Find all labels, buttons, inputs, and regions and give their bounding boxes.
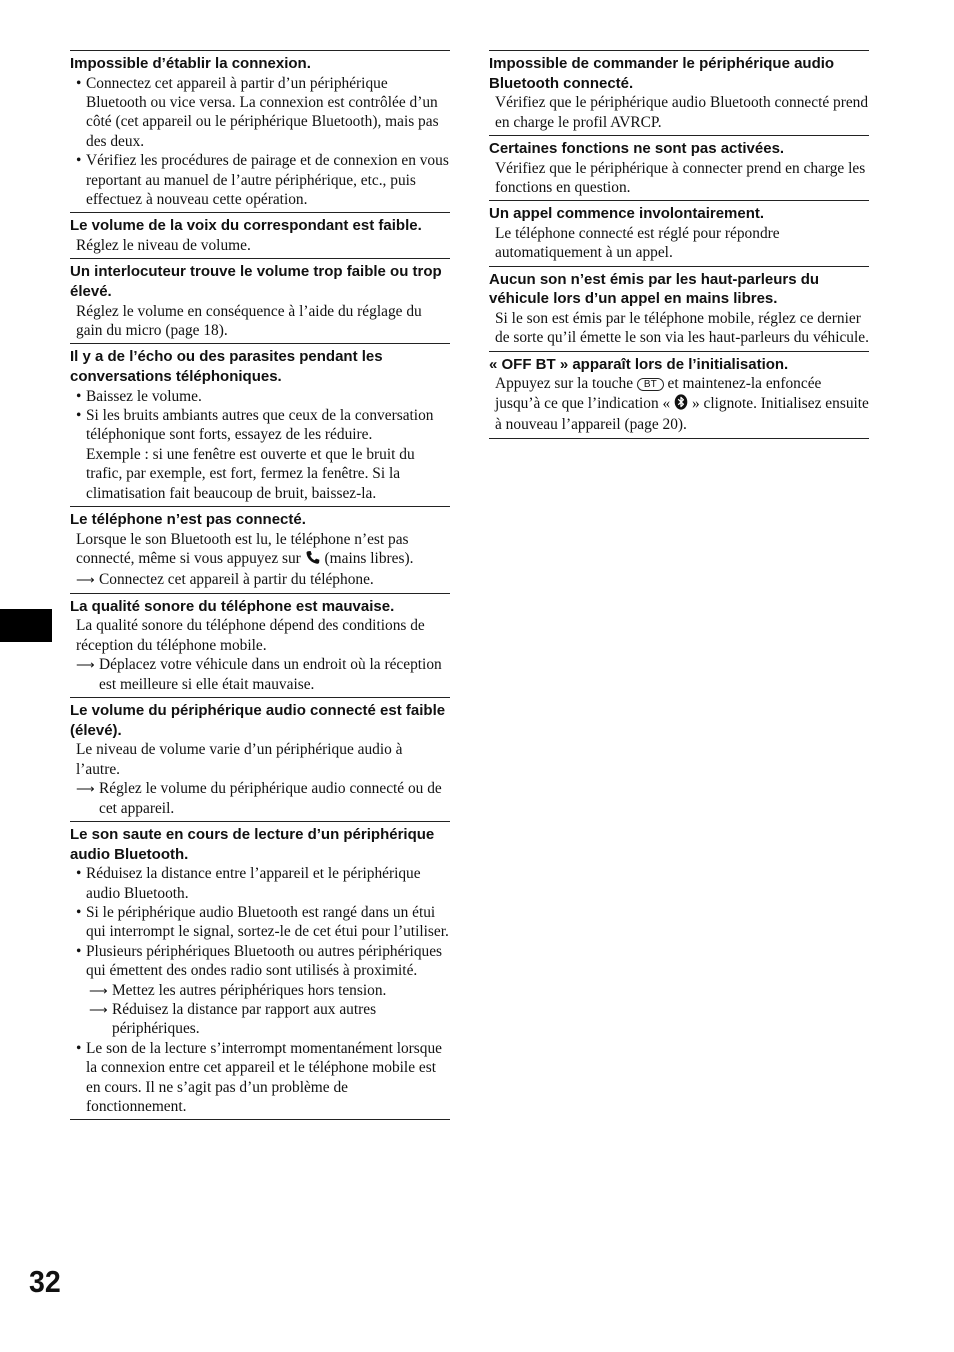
entry-title: Il y a de l’écho ou des parasites pendant les conversations téléphoniques. xyxy=(70,348,383,386)
entry-text-c: » clignote. Initialisez ensuite à nouveau l’appareil (page 20). xyxy=(495,394,869,434)
arrow-item xyxy=(70,981,450,1000)
arrow-item xyxy=(70,570,450,589)
arrow-icon: ⟶ xyxy=(76,781,94,797)
bullet-item: • Baissez le volume. xyxy=(70,387,450,406)
troubleshoot-entry xyxy=(489,200,869,265)
troubleshoot-entry xyxy=(70,821,450,1120)
bullet-item: • Le son de la lecture s’interrompt momentanément lorsque la connexion entre cet appareil et le téléphone mobile est en cours. Il ne s’agit pas d’un problème de fonctionnement. xyxy=(70,1039,450,1117)
bt-key-label: BT xyxy=(637,378,664,391)
entry-text-b: et maintenez-la enfoncée jusqu’à ce que l’indication « xyxy=(495,375,822,412)
entry-title: « OFF BT » apparaît lors de l’initialisation. xyxy=(489,355,789,373)
left-column xyxy=(70,50,450,1120)
entry-title: La qualité sonore du téléphone est mauvaise. xyxy=(70,597,395,615)
entry-text: Réglez le niveau de volume. xyxy=(76,237,251,255)
arrow-icon: ⟶ xyxy=(76,572,94,588)
arrow-item xyxy=(70,1000,450,1039)
entry-title: Aucun son n’est émis par les haut-parleurs du véhicule lors d’un appel en mains libres. xyxy=(489,270,820,308)
troubleshoot-entry xyxy=(70,697,450,821)
page-number: 32 xyxy=(29,1264,61,1299)
entry-text: Si le son est émis par le téléphone mobile, réglez ce dernier de sorte qu’il émette le son via les haut-parleurs du véhicule. xyxy=(495,310,869,347)
entry-title: Le volume de la voix du correspondant est faible. xyxy=(70,217,422,235)
troubleshoot-entry xyxy=(70,593,450,697)
entry-title: Le son saute en cours de lecture d’un périphérique audio Bluetooth. xyxy=(70,825,435,863)
troubleshoot-entry xyxy=(70,50,450,212)
arrow-item xyxy=(70,779,450,818)
entry-text xyxy=(76,530,450,571)
entry-text-b: (mains libres). xyxy=(324,550,414,568)
arrow-icon: ⟶ xyxy=(89,1001,107,1017)
entry-text xyxy=(495,374,869,434)
entry-text: Le téléphone connecté est réglé pour répondre automatiquement à un appel. xyxy=(495,225,780,262)
troubleshoot-entry xyxy=(70,212,450,258)
troubleshoot-entry xyxy=(70,258,450,343)
arrow-item xyxy=(70,655,450,694)
entry-title: Impossible de commander le périphérique audio Bluetooth connecté. xyxy=(489,55,835,92)
entry-text: Le niveau de volume varie d’un périphérique audio à l’autre. xyxy=(76,741,403,778)
section-tab xyxy=(0,609,52,642)
entry-text: Vérifiez que le périphérique audio Bluetooth connecté prend en charge le profil AVRCP. xyxy=(495,94,869,131)
bullet-item: • Connectez cet appareil à partir d’un périphérique Bluetooth ou vice versa. La connexion est contrôlée d’un côté (cet appareil ou le périphérique Bluetooth), mais pas des deux. xyxy=(70,74,450,152)
troubleshoot-entry xyxy=(489,266,869,351)
arrow-text: Connectez cet appareil à partir du téléphone. xyxy=(99,571,374,589)
phone-icon xyxy=(305,550,321,570)
entry-text: La qualité sonore du téléphone dépend des conditions de réception du téléphone mobile. xyxy=(76,617,425,654)
bullet-item: • Réduisez la distance entre l’appareil et le périphérique audio Bluetooth. xyxy=(70,864,450,903)
entry-title: Le volume du périphérique audio connecté est faible (élevé). xyxy=(70,702,446,739)
troubleshoot-entry xyxy=(489,351,869,439)
right-column xyxy=(489,50,869,439)
arrow-text: Réglez le volume du périphérique audio connecté ou de cet appareil. xyxy=(99,780,442,817)
bullet-item: • Vérifiez les procédures de pairage et de connexion en vous reportant au manuel de l’autre périphérique, etc., puis effectuez à nouveau cette opération. xyxy=(70,151,450,209)
troubleshoot-entry xyxy=(489,50,869,135)
arrow-text: Déplacez votre véhicule dans un endroit où la réception est meilleure si elle était mauvaise. xyxy=(99,656,442,693)
bullet-item: • Si les bruits ambiants autres que ceux de la conversation téléphonique sont forts, essayez de les réduire. xyxy=(70,406,450,445)
entry-title: Le téléphone n’est pas connecté. xyxy=(70,511,306,529)
entry-text-a: Lorsque le son Bluetooth est lu, le téléphone n’est pas connecté, même si vous appuyez sur xyxy=(76,530,409,568)
entry-title: Certaines fonctions ne sont pas activées. xyxy=(489,140,785,157)
entry-text-a: Appuyez sur la touche xyxy=(495,375,634,393)
arrow-icon: ⟶ xyxy=(89,982,107,998)
bullet-continuation: Exemple : si une fenêtre est ouverte et que le bruit du trafic, par exemple, est fort, fermez la fenêtre. Si la climatisation fait beaucoup de bruit, baissez-la. xyxy=(86,445,415,502)
bullet-item: • Plusieurs périphériques Bluetooth ou autres périphériques qui émettent des ondes radio sont utilisés à proximité. xyxy=(70,942,450,981)
arrow-text: Mettez les autres périphériques hors tension. xyxy=(112,981,387,999)
entry-text: Réglez le volume en conséquence à l’aide du réglage du gain du micro (page 18). xyxy=(76,302,422,340)
entry-title: Un interlocuteur trouve le volume trop faible ou trop élevé. xyxy=(70,263,442,301)
troubleshoot-entry xyxy=(489,135,869,200)
arrow-icon: ⟶ xyxy=(76,657,94,673)
arrow-text: Réduisez la distance par rapport aux autres périphériques. xyxy=(112,1000,377,1038)
entry-text: Vérifiez que le périphérique à connecter prend en charge les fonctions en question. xyxy=(495,159,866,196)
entry-title: Un appel commence involontairement. xyxy=(489,205,765,223)
bullet-item: • Si le périphérique audio Bluetooth est rangé dans un étui qui interrompt le signal, sortez-le de cet étui pour l’utiliser. xyxy=(70,903,450,942)
entry-title: Impossible d’établir la connexion. xyxy=(70,55,311,72)
bluetooth-icon xyxy=(674,394,688,415)
troubleshoot-entry xyxy=(70,506,450,593)
troubleshoot-entry xyxy=(70,343,450,506)
